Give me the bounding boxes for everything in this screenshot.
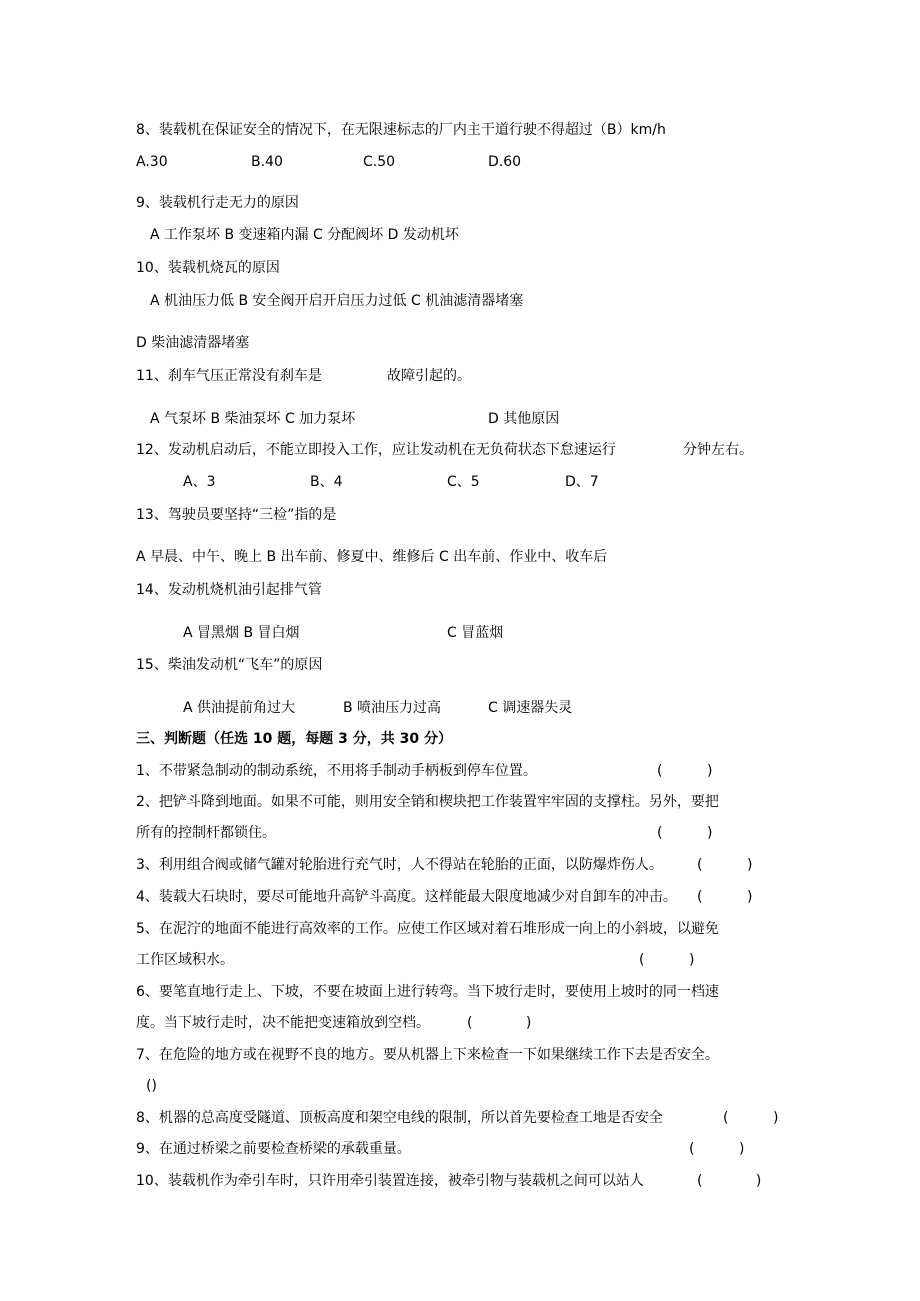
question-12-option-b: B、4 <box>310 474 343 490</box>
question-11-stem-part1: 11、刹车气压正常没有刹车是 <box>136 368 322 384</box>
question-13-options: A 早晨、中午、晚上 B 出车前、修夏中、维修后 C 出车前、作业中、收车后 <box>136 549 608 565</box>
question-15-option-c: C 调速器失灵 <box>488 700 573 716</box>
judgement-item-5-answer-blank: ( ) <box>639 952 695 968</box>
question-14-options-ab: A 冒黑烟 B 冒白烟 <box>183 625 300 641</box>
question-14-option-c: C 冒蓝烟 <box>447 625 504 641</box>
judgement-item-3-text: 3、利用组合阀或储气罐对轮胎进行充气时，人不得站在轮胎的正面，以防爆炸伤人。 <box>136 857 663 873</box>
question-12-stem-part1: 12、发动机启动后，不能立即投入工作，应让发动机在无负荷状态下怠速运行 <box>136 442 616 458</box>
question-12-option-d: D、7 <box>565 474 599 490</box>
judgement-item-4-answer-blank: ( ) <box>697 889 753 905</box>
judgement-item-5-text-line1: 5、在泥泞的地面不能进行高效率的工作。应使工作区域对着石堆形成一向上的小斜坡，以避免 <box>136 921 719 937</box>
judgement-item-7-answer-blank: () <box>146 1078 157 1094</box>
question-10-stem: 10、装载机烧瓦的原因 <box>136 260 280 276</box>
question-15-option-b: B 喷油压力过高 <box>343 700 442 716</box>
section-3-heading: 三、判断题（任选 10 题，每题 3 分，共 30 分） <box>136 731 452 747</box>
judgement-item-5-text-line2: 工作区域积水。 <box>136 952 234 968</box>
judgement-item-2-text-line2: 所有的控制杆都锁住。 <box>136 825 276 841</box>
question-15-stem: 15、柴油发动机“飞车”的原因 <box>136 657 323 673</box>
judgement-item-9-text: 9、在通过桥梁之前要检查桥梁的承载重量。 <box>136 1141 411 1157</box>
judgement-item-8-answer-blank: ( ) <box>723 1110 779 1126</box>
question-8-option-d: D.60 <box>488 154 522 170</box>
question-12-option-a: A、3 <box>183 474 216 490</box>
question-8-option-c: C.50 <box>363 154 396 170</box>
judgement-item-6-answer-blank: ( ) <box>467 1015 532 1031</box>
judgement-item-6-text-line2: 度。当下坡行走时，决不能把变速箱放到空档。 <box>136 1015 430 1031</box>
judgement-item-3-answer-blank: ( ) <box>697 857 753 873</box>
question-8-stem: 8、装载机在保证安全的情况下，在无限速标志的厂内主干道行驶不得超过（B）km/h <box>136 122 666 138</box>
question-11-options-abc: A 气泵坏 B 柴油泵坏 C 加力泵坏 <box>150 411 356 427</box>
judgement-item-4-text: 4、装载大石块时，要尽可能地升高铲斗高度。这样能最大限度地减少对自卸车的冲击。 <box>136 889 677 905</box>
judgement-item-10-text: 10、装载机作为牵引车时，只许用牵引装置连接，被牵引物与装载机之间可以站人 <box>136 1173 644 1189</box>
question-15-option-a: A 供油提前角过大 <box>183 700 296 716</box>
judgement-item-6-text-line1: 6、要笔直地行走上、下坡，不要在坡面上进行转弯。当下坡行走时，要使用上坡时的同一档速 <box>136 984 719 1000</box>
question-8-option-b: B.40 <box>251 154 283 170</box>
judgement-item-10-answer-blank: ( ) <box>697 1173 762 1189</box>
question-9-stem: 9、装载机行走无力的原因 <box>136 195 299 211</box>
judgement-item-1-text: 1、不带紧急制动的制动系统，不用将手制动手柄板到停车位置。 <box>136 763 537 779</box>
judgement-item-9-answer-blank: ( ) <box>689 1141 745 1157</box>
question-12-stem-part2: 分钟左右。 <box>683 442 753 458</box>
question-14-stem: 14、发动机烧机油引起排气管 <box>136 582 322 598</box>
question-13-stem: 13、驾驶员要坚持“三检”指的是 <box>136 507 337 523</box>
question-12-option-c: C、5 <box>447 474 480 490</box>
judgement-item-2-text-line1: 2、把铲斗降到地面。如果不可能，则用安全销和楔块把工作装置牢牢固的支撑柱。另外，要把 <box>136 794 719 810</box>
question-8-option-a: A.30 <box>136 154 168 170</box>
question-9-options: A 工作泵坏 B 变速箱内漏 C 分配阀坏 D 发动机坏 <box>150 227 459 243</box>
question-11-stem-part2: 故障引起的。 <box>387 368 471 384</box>
judgement-item-7-text-line1: 7、在危险的地方或在视野不良的地方。要从机器上下来检查一下如果继续工作下去是否安全。 <box>136 1047 719 1063</box>
question-10-options-line1: A 机油压力低 B 安全阀开启开启压力过低 C 机油滤清器堵塞 <box>150 293 524 309</box>
judgement-item-2-answer-blank: ( ) <box>657 825 713 841</box>
question-10-options-line2: D 柴油滤清器堵塞 <box>136 335 250 351</box>
question-11-option-d: D 其他原因 <box>488 411 560 427</box>
judgement-item-1-answer-blank: ( ) <box>657 763 713 779</box>
judgement-item-8-text: 8、机器的总高度受隧道、顶板高度和架空电线的限制，所以首先要检查工地是否安全 <box>136 1110 663 1126</box>
